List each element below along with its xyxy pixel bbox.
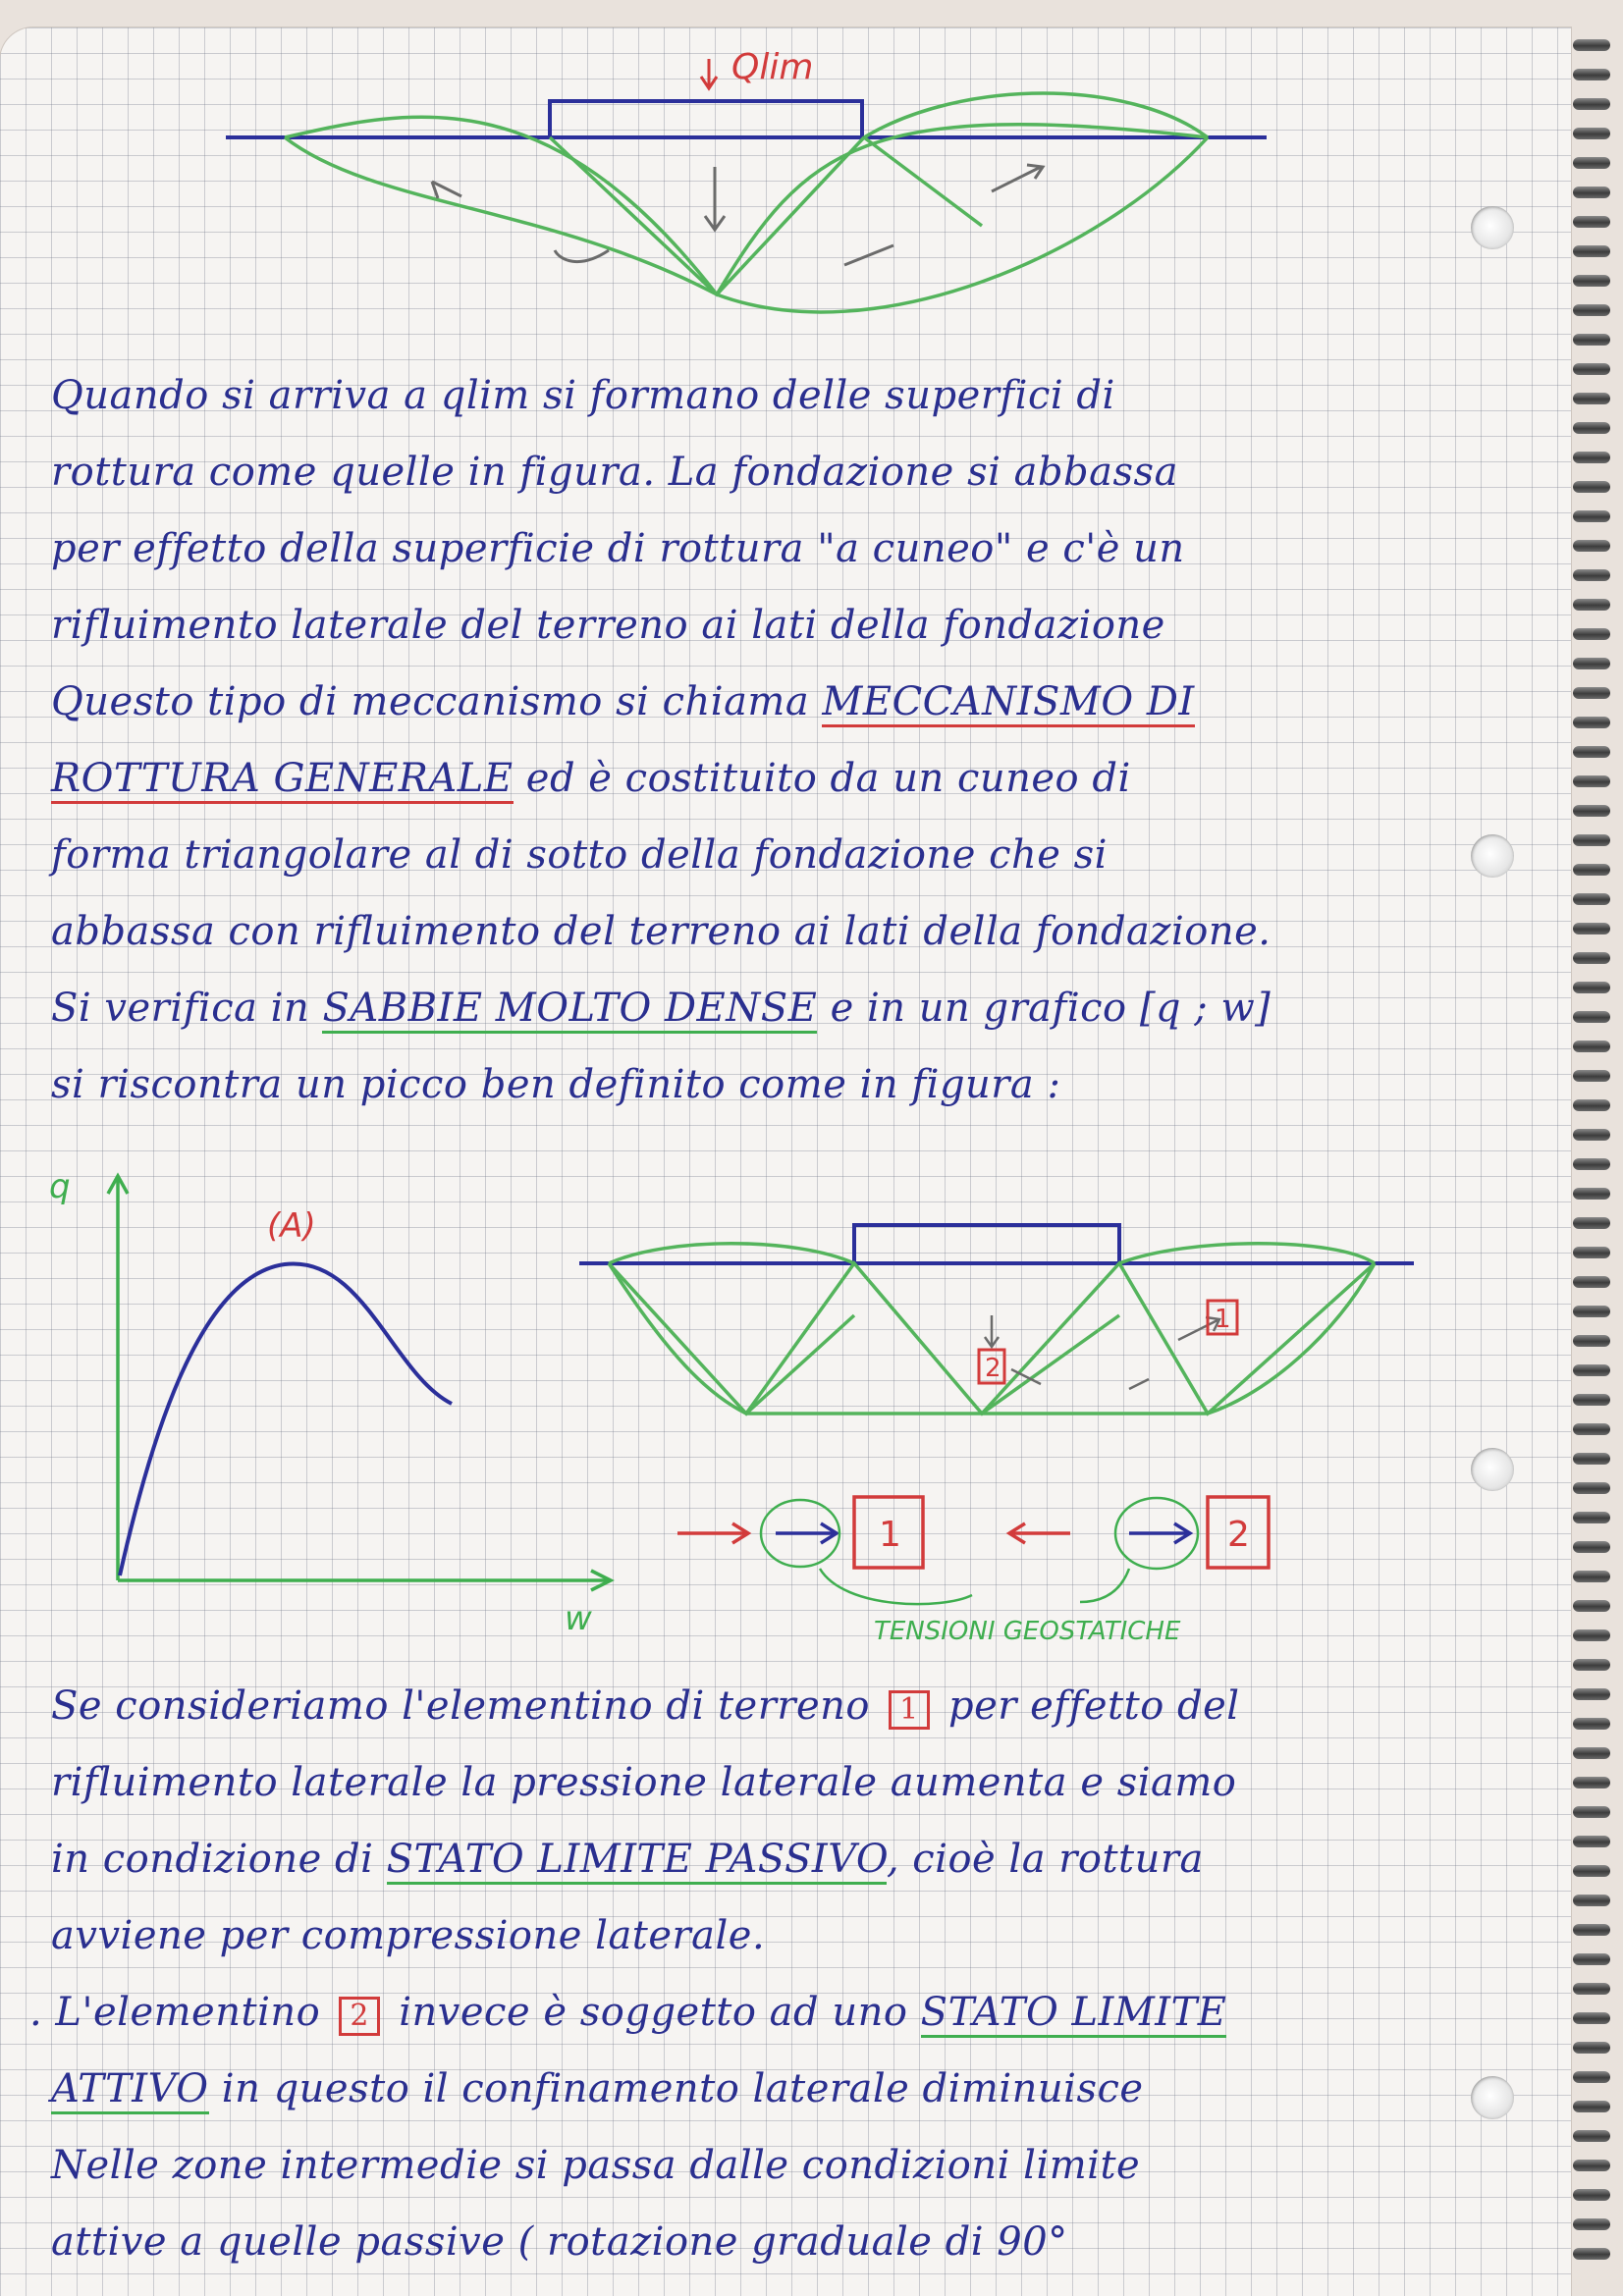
text-line-9 <box>51 986 1271 1031</box>
spiral-coil <box>1573 1983 1610 1995</box>
spiral-coil <box>1573 363 1610 375</box>
text-line-4: rifluimento laterale del terreno ai lati della fondazione <box>51 603 1165 648</box>
spiral-coil <box>1573 69 1610 80</box>
text-line-11 <box>51 1683 1240 1730</box>
text-segment: e in un grafico [q ; w] <box>830 986 1271 1031</box>
spiral-coil <box>1573 2248 1610 2260</box>
text-segment: in condizione di <box>51 1837 374 1882</box>
spiral-coil <box>1573 2160 1610 2171</box>
failure-mechanism-diagram-top <box>0 0 1571 353</box>
spiral-coil <box>1573 481 1610 493</box>
spiral-coil <box>1573 923 1610 934</box>
spiral-coil <box>1573 334 1610 346</box>
spiral-coil <box>1573 1600 1610 1612</box>
spiral-coil <box>1573 1099 1610 1111</box>
spiral-coil <box>1573 599 1610 611</box>
text-segment: , cioè la rottura <box>886 1837 1204 1882</box>
stato-limite-label: STATO LIMITE <box>921 1990 1227 2038</box>
text-line-8: abbassa con rifluimento del terreno ai lati della fondazione. <box>51 909 1271 954</box>
qlim-label: Qlim <box>731 47 814 87</box>
punch-hole-lower <box>1471 1448 1514 1491</box>
element-1-box: 1 <box>889 1690 930 1730</box>
spiral-coil <box>1573 1041 1610 1052</box>
text-line-7: forma triangolare al di sotto della fondazione che si <box>51 832 1108 878</box>
text-line-1: Quando si arriva a qlim si formano delle superfici di <box>51 373 1115 418</box>
text-line-10: si riscontra un picco ben definito come in figura : <box>51 1062 1061 1107</box>
q-w-graph <box>39 1158 628 1629</box>
spiral-coil <box>1573 1571 1610 1582</box>
spiral-coil <box>1573 452 1610 463</box>
spiral-coil <box>1573 2130 1610 2142</box>
spiral-coil <box>1573 1394 1610 1406</box>
spiral-coil <box>1573 540 1610 552</box>
text-line-18: attive a quelle passive ( rotazione graduale di 90° <box>51 2219 1068 2265</box>
stress-element-2-label: 2 <box>1227 1515 1250 1555</box>
element-1-label: 1 <box>1215 1305 1231 1334</box>
text-segment: Si verifica in <box>51 986 310 1031</box>
text-segment: per effetto del <box>947 1683 1240 1729</box>
spiral-coil <box>1573 187 1610 198</box>
spiral-coil <box>1573 2042 1610 2054</box>
text-segment: invece è soggetto ad uno <box>399 1990 908 2035</box>
spiral-coil <box>1573 275 1610 287</box>
spiral-binding <box>1569 39 1623 2296</box>
spiral-coil <box>1573 510 1610 522</box>
text-segment: Se consideriamo l'elementino di terreno <box>51 1683 870 1729</box>
spiral-coil <box>1573 1158 1610 1170</box>
spiral-coil <box>1573 628 1610 640</box>
spiral-coil <box>1573 893 1610 905</box>
spiral-coil <box>1573 775 1610 787</box>
spiral-coil <box>1573 39 1610 51</box>
meccanismo-di-label: MECCANISMO DI <box>822 679 1194 727</box>
text-line-15 <box>29 1990 1226 2036</box>
attivo-label: ATTIVO <box>51 2066 209 2114</box>
spiral-coil <box>1573 216 1610 228</box>
spiral-coil <box>1573 245 1610 257</box>
spiral-coil <box>1573 834 1610 846</box>
spiral-coil <box>1573 1953 1610 1965</box>
text-line-3: per effetto della superficie di rottura "a cuneo" e c'è un <box>51 526 1185 571</box>
text-segment: ed è costituito da un cuneo di <box>525 756 1131 801</box>
spiral-coil <box>1573 2012 1610 2024</box>
spiral-coil <box>1573 2101 1610 2112</box>
spiral-coil <box>1573 1777 1610 1789</box>
spiral-coil <box>1573 422 1610 434</box>
foundation <box>550 101 862 137</box>
text-line-14: avviene per compressione laterale. <box>51 1913 766 1958</box>
spiral-coil <box>1573 1659 1610 1671</box>
w-axis-label: w <box>565 1599 592 1629</box>
spiral-coil <box>1573 864 1610 876</box>
spiral-coil <box>1573 952 1610 964</box>
peak-label: (A) <box>267 1206 316 1246</box>
text-segment: . L'elementino <box>29 1990 321 2035</box>
spiral-coil <box>1573 1482 1610 1494</box>
spiral-coil <box>1573 2189 1610 2201</box>
spiral-coil <box>1573 1217 1610 1229</box>
q-w-curve <box>120 1263 452 1575</box>
punch-hole-middle <box>1471 834 1514 878</box>
spiral-coil <box>1573 805 1610 817</box>
text-line-6 <box>51 756 1131 801</box>
element-2-label: 2 <box>985 1354 1001 1383</box>
spiral-coil <box>1573 98 1610 110</box>
spiral-coil <box>1573 1806 1610 1818</box>
text-segment: in questo il confinamento laterale diminuisce <box>221 2066 1144 2111</box>
text-line-12: rifluimento laterale la pressione laterale aumenta e siamo <box>51 1760 1237 1805</box>
spiral-coil <box>1573 1011 1610 1023</box>
spiral-coil <box>1573 1836 1610 1847</box>
element-2-marker <box>979 1350 1004 1383</box>
tensioni-geostatiche-caption: TENSIONI GEOSTATICHE <box>874 1617 1181 1646</box>
text-line-16 <box>51 2066 1144 2111</box>
spiral-coil <box>1573 157 1610 169</box>
q-axis-label: q <box>49 1167 71 1206</box>
sabbie-molto-dense-label: SABBIE MOLTO DENSE <box>322 986 817 1034</box>
spiral-coil <box>1573 1247 1610 1258</box>
spiral-coil <box>1573 2071 1610 2083</box>
spiral-coil <box>1573 1718 1610 1730</box>
spiral-coil <box>1573 982 1610 993</box>
text-line-5 <box>51 679 1195 724</box>
spiral-coil <box>1573 1070 1610 1082</box>
spiral-coil <box>1573 717 1610 728</box>
spiral-coil <box>1573 128 1610 139</box>
spiral-coil <box>1573 1865 1610 1877</box>
spiral-coil <box>1573 1188 1610 1200</box>
text-segment: Questo tipo di meccanismo si chiama <box>51 679 810 724</box>
spiral-coil <box>1573 393 1610 404</box>
spiral-coil <box>1573 746 1610 758</box>
spiral-coil <box>1573 1453 1610 1465</box>
spiral-coil <box>1573 1423 1610 1435</box>
spiral-coil <box>1573 1688 1610 1700</box>
rottura-generale-label: ROTTURA GENERALE <box>51 756 514 804</box>
spiral-coil <box>1573 687 1610 699</box>
spiral-coil <box>1573 1895 1610 1906</box>
punch-hole-bottom <box>1471 2076 1514 2119</box>
spiral-coil <box>1573 304 1610 316</box>
spiral-coil <box>1573 1747 1610 1759</box>
element-2-box: 2 <box>339 1997 380 2036</box>
spiral-coil <box>1573 1541 1610 1553</box>
spiral-coil <box>1573 1364 1610 1376</box>
spiral-coil <box>1573 1924 1610 1936</box>
spiral-coil <box>1573 569 1610 581</box>
text-line-2: rottura come quelle in figura. La fondazione si abbassa <box>51 450 1178 495</box>
spiral-coil <box>1573 1335 1610 1347</box>
spiral-coil <box>1573 1629 1610 1641</box>
spiral-coil <box>1573 1512 1610 1523</box>
stato-limite-passivo-label: STATO LIMITE PASSIVO <box>387 1837 887 1885</box>
text-line-13 <box>51 1837 1204 1882</box>
spiral-coil <box>1573 1276 1610 1288</box>
spiral-coil <box>1573 1306 1610 1317</box>
failure-mechanism-diagram-mid <box>550 1198 1434 1659</box>
spiral-coil <box>1573 1129 1610 1141</box>
spiral-coil <box>1573 2218 1610 2230</box>
spiral-coil <box>1573 658 1610 669</box>
stress-element-1-label: 1 <box>879 1515 901 1555</box>
text-line-17: Nelle zone intermedie si passa dalle condizioni limite <box>51 2143 1141 2188</box>
